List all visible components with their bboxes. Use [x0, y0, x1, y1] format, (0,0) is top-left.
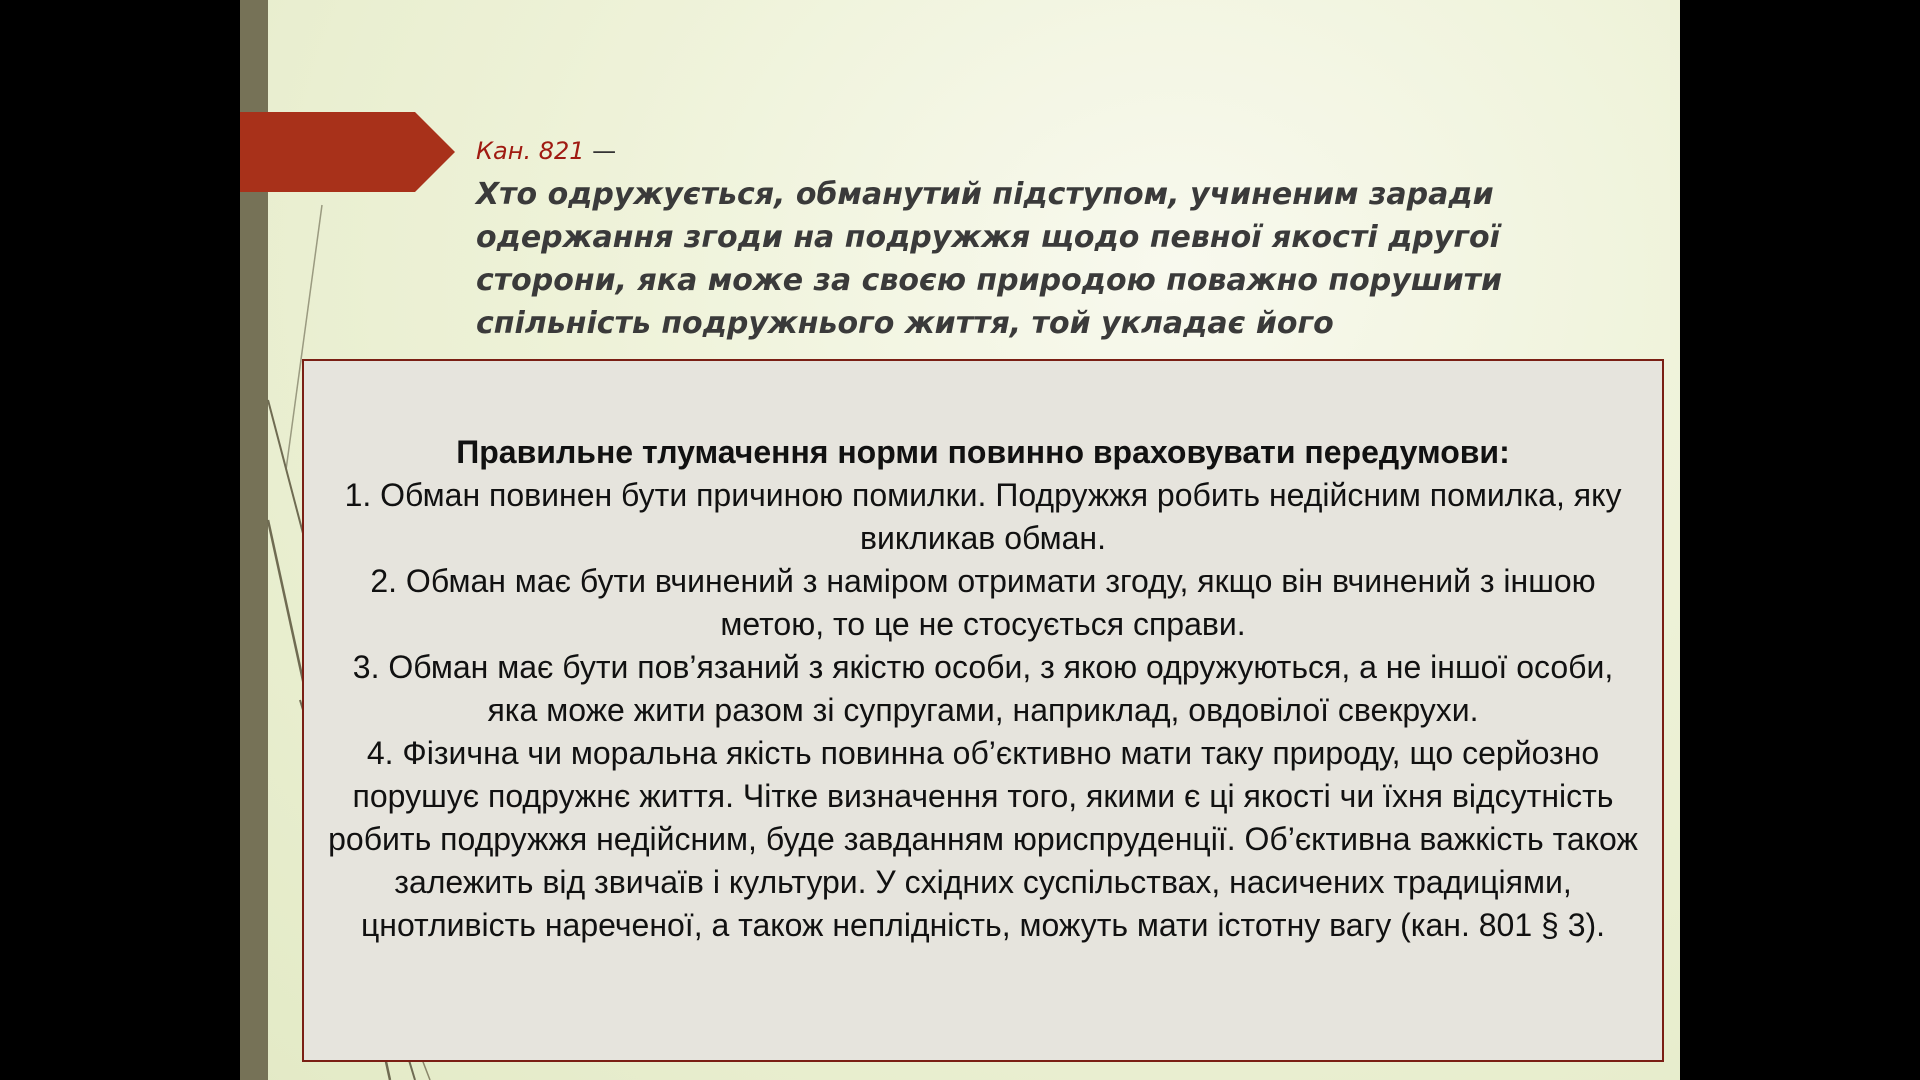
- arrow-banner: [240, 112, 455, 192]
- canon-dash: —: [584, 137, 617, 165]
- canon-reference: [476, 137, 616, 165]
- interpretation-point-2: 2. Обман має бути вчинений з наміром отримати згоду, якщо він вчинений з іншою метою, то це не стосується справи.: [370, 563, 1596, 642]
- canon-text: Хто одружується, обманутий підступом, учиненим заради одержання згоди на подружжя щодо певної якості другої сторони, яка може за своєю природою поважно порушити спільність подружнього життя, той укладає його: [476, 177, 1503, 341]
- interpretation-heading: Правильне тлумачення норми повинно враховувати передумови:: [456, 434, 1510, 470]
- canon-number: Кан. 821: [476, 137, 585, 165]
- interpretation-point-1: 1. Обман повинен бути причиною помилки. Подружжя робить недійсним помилка, яку викликав обман.: [344, 477, 1622, 556]
- interpretation-point-4: 4. Фізична чи моральна якість повинна об’єктивно мати таку природу, що серйозно порушує подружнє життя. Чітке визначення того, якими є ці якості чи їхня відсутність робить подружжя недійсним, буде завданням юриспруденції. Об’єктивна важкість також залежить від звичаїв і культури. У східних суспільствах, насичених традиціями, цнотливість нареченої, а також неплідність, можуть мати істотну вагу (кан. 801 § 3).: [328, 735, 1638, 943]
- interpretation-point-3: 3. Обман має бути пов’язаний з якістю особи, з якою одружуються, а не іншої особи, яка може жити разом зі супругами, наприклад, овдовілої свекрухи.: [352, 649, 1614, 728]
- interpretation-box: [302, 359, 1664, 1062]
